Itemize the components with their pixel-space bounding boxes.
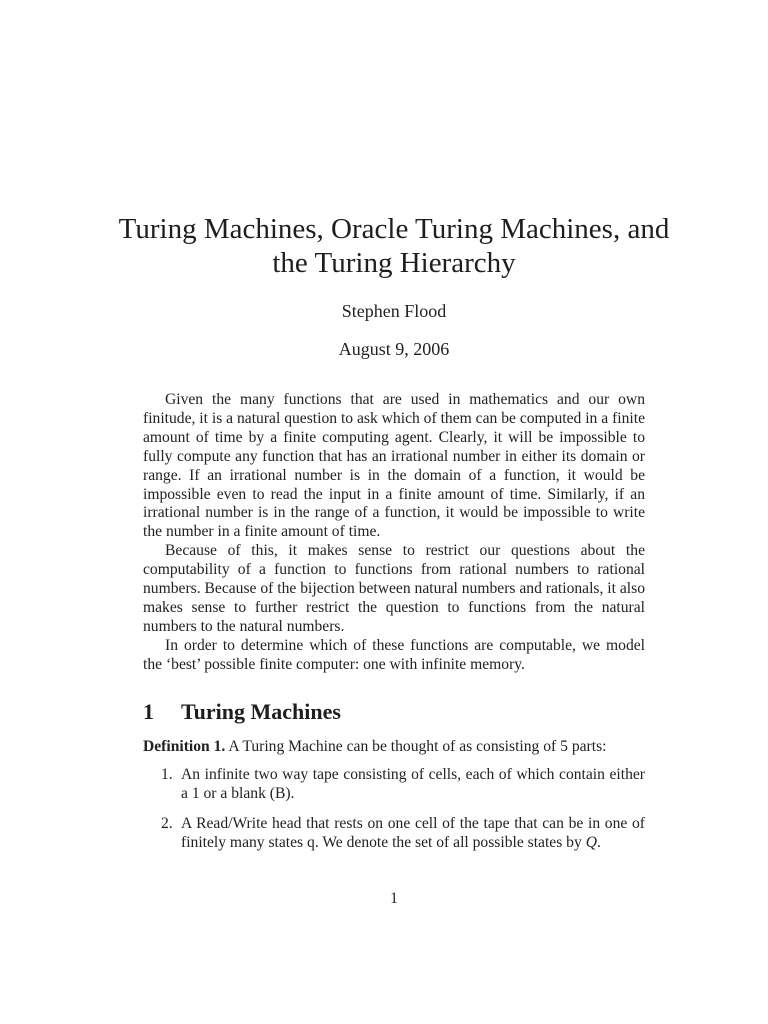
list-item-text-end: .: [596, 834, 601, 851]
abstract-body: [143, 391, 645, 675]
definition-label: Definition 1.: [143, 738, 226, 755]
definition-list: [143, 765, 645, 863]
title-line-1: Turing Machines, Oracle Turing Machines, and: [118, 213, 670, 245]
list-item-text: A Read/Write head that rests on one cell of the tape that can be in one of finitely many states q. We denote the set of all possible states by: [181, 815, 645, 851]
list-marker: 2.: [161, 815, 173, 832]
publication-date: August 9, 2006: [338, 339, 450, 359]
paragraph-2: Because of this, it makes sense to restrict our questions about the computability of a function to functions from rational numbers to rational numbers. Because of the bijection between natural numbers and rationals, it also makes sense to further restrict the question to functions from the natural numbers to the natural numbers.: [143, 542, 645, 635]
section-number: 1: [143, 699, 154, 724]
section-heading: [143, 698, 341, 726]
paragraph-3: In order to determine which of these functions are computable, we model the ‘best’ possible finite computer: one with infinite memory.: [143, 636, 645, 673]
math-symbol-q: Q: [585, 834, 597, 851]
paragraph-1: Given the many functions that are used in mathematics and our own finitude, it is a natural question to ask which of them can be computed in a finite amount of time by a finite computing agent. Clearly, it will be impossible to fully compute any function that has an irrational number in either its domain or range. If an irrational number is in the domain of a function, it would be impossible even to read the input in a finite amount of time. Similarly, if an irrational number is in the range of a function, it would be impossible to write the number in a finite amount of time.: [143, 391, 645, 541]
title-line-2: the Turing Hierarchy: [272, 247, 516, 279]
list-item-text: An infinite two way tape consisting of cells, each of which contain either a 1 or a blank (B).: [181, 766, 645, 802]
author-name: Stephen Flood: [341, 301, 447, 321]
page-number: 1: [390, 890, 398, 907]
section-title: Turing Machines: [181, 699, 341, 724]
definition-block: [143, 737, 645, 756]
list-item: [143, 814, 645, 852]
definition-text: A Turing Machine can be thought of as consisting of 5 parts:: [228, 738, 607, 755]
paper-title: [100, 212, 688, 280]
list-marker: 1.: [161, 766, 173, 783]
list-item: [143, 765, 645, 803]
